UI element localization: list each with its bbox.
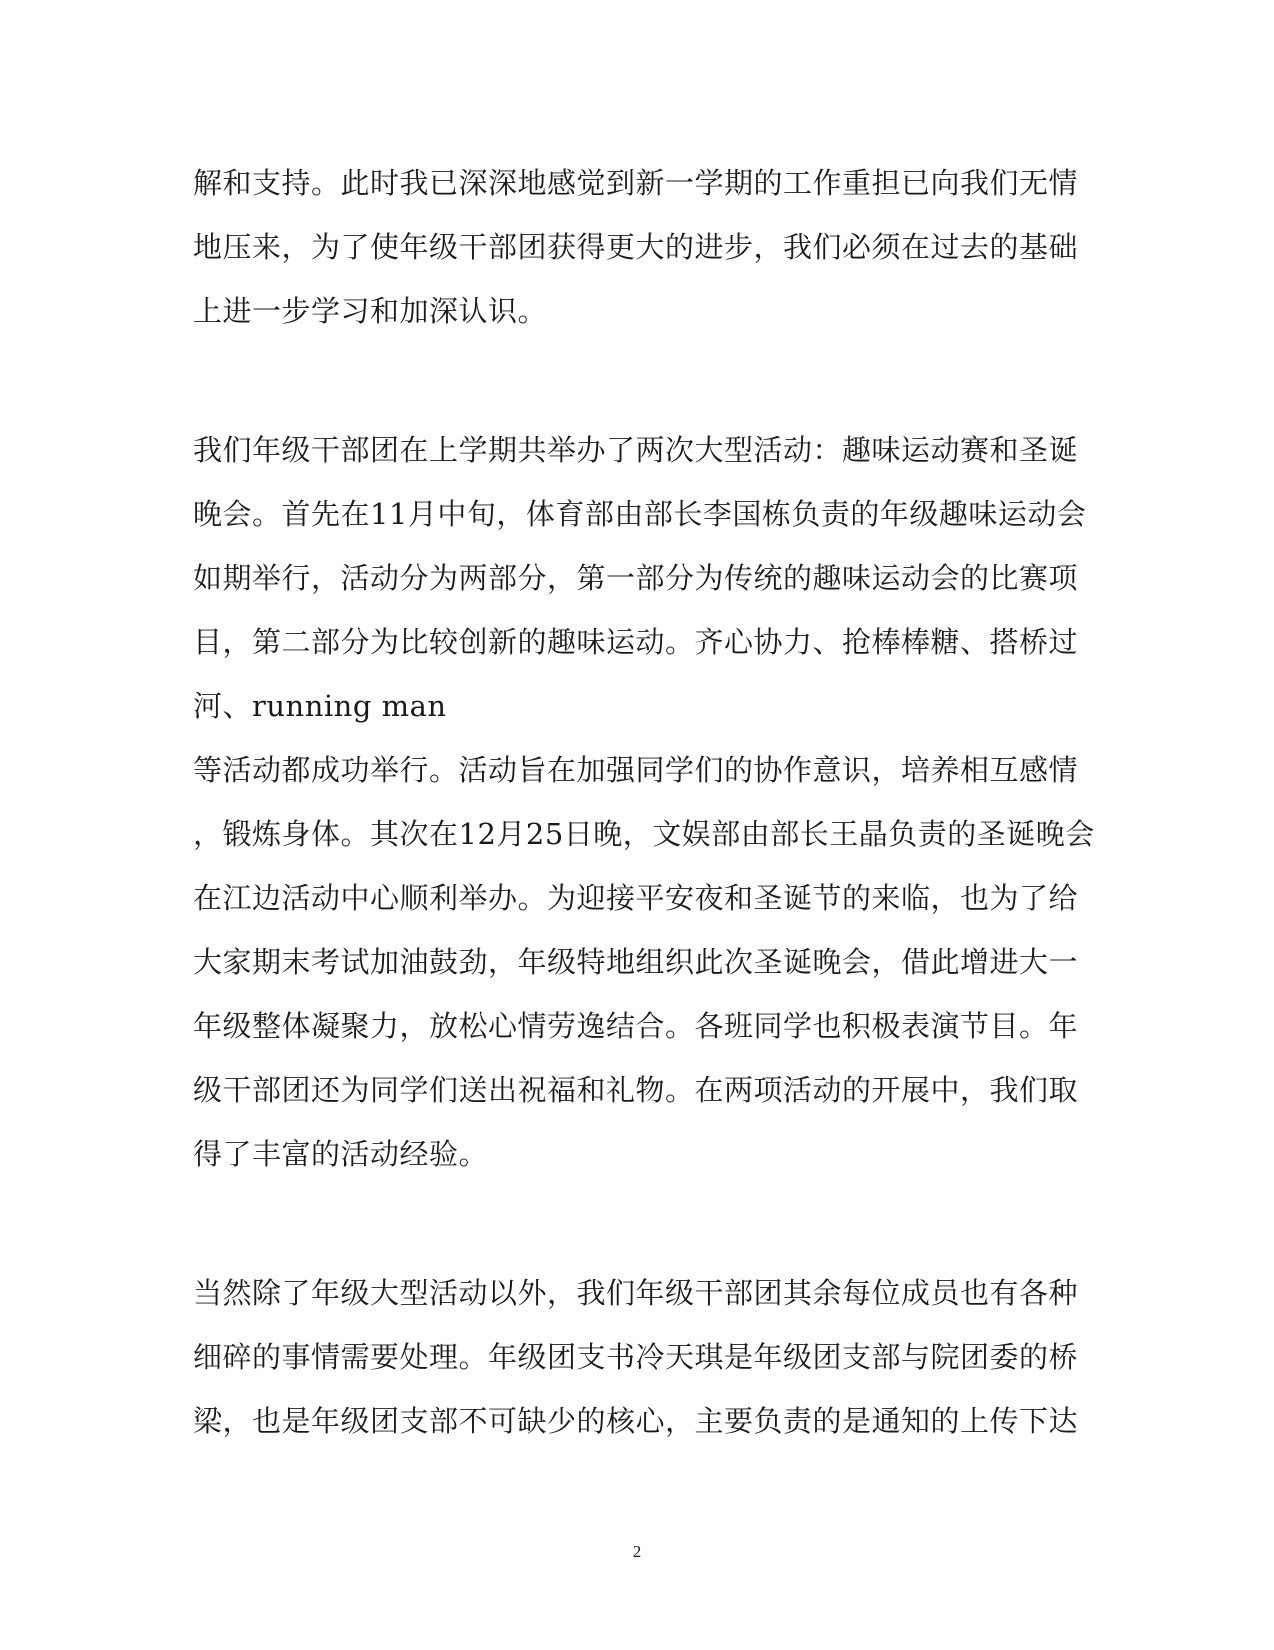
- text-line: 当然除了年级大型活动以外，我们年级干部团其余每位成员也有各种: [193, 1276, 1079, 1310]
- text-line: 河、running man: [193, 689, 447, 723]
- text-line: 梁，也是年级团支部不可缺少的核心，主要负责的是通知的上传下达: [193, 1404, 1079, 1438]
- text-line: 大家期末考试加油鼓劲，年级特地组织此次圣诞晚会，借此增进大一: [193, 945, 1079, 979]
- text-line: ，锻炼身体。其次在12月25日晚，文娱部由部长王晶负责的圣诞晚会: [193, 817, 1095, 851]
- page-number: 2: [632, 1542, 642, 1561]
- text-line: 在江边活动中心顺利举办。为迎接平安夜和圣诞节的来临，也为了给: [193, 881, 1079, 915]
- text-line: 目，第二部分为比较创新的趣味运动。齐心协力、抢棒棒糖、搭桥过: [193, 625, 1079, 659]
- text-line: 得了丰富的活动经验。: [193, 1137, 489, 1171]
- text-line: 解和支持。此时我已深深地感觉到新一学期的工作重担已向我们无情: [193, 166, 1079, 200]
- text-line: 如期举行，活动分为两部分，第一部分为传统的趣味运动会的比赛项: [193, 561, 1079, 595]
- text-line: 年级整体凝聚力，放松心情劳逸结合。各班同学也积极表演节目。年: [193, 1009, 1079, 1043]
- text-line: 细碎的事情需要处理。年级团支书冷天琪是年级团支部与院团委的桥: [193, 1340, 1079, 1374]
- text-line: 级干部团还为同学们送出祝福和礼物。在两项活动的开展中，我们取: [193, 1073, 1079, 1107]
- text-line: 晚会。首先在11月中旬，体育部由部长李国栋负责的年级趣味运动会: [193, 497, 1087, 531]
- text-line: 地压来，为了使年级干部团获得更大的进步，我们必须在过去的基础: [193, 230, 1079, 264]
- text-line: 上进一步学习和加深认识。: [193, 294, 548, 328]
- text-line: 我们年级干部团在上学期共举办了两次大型活动：趣味运动赛和圣诞: [193, 433, 1079, 467]
- text-line: 等活动都成功举行。活动旨在加强同学们的协作意识，培养相互感情: [193, 753, 1079, 787]
